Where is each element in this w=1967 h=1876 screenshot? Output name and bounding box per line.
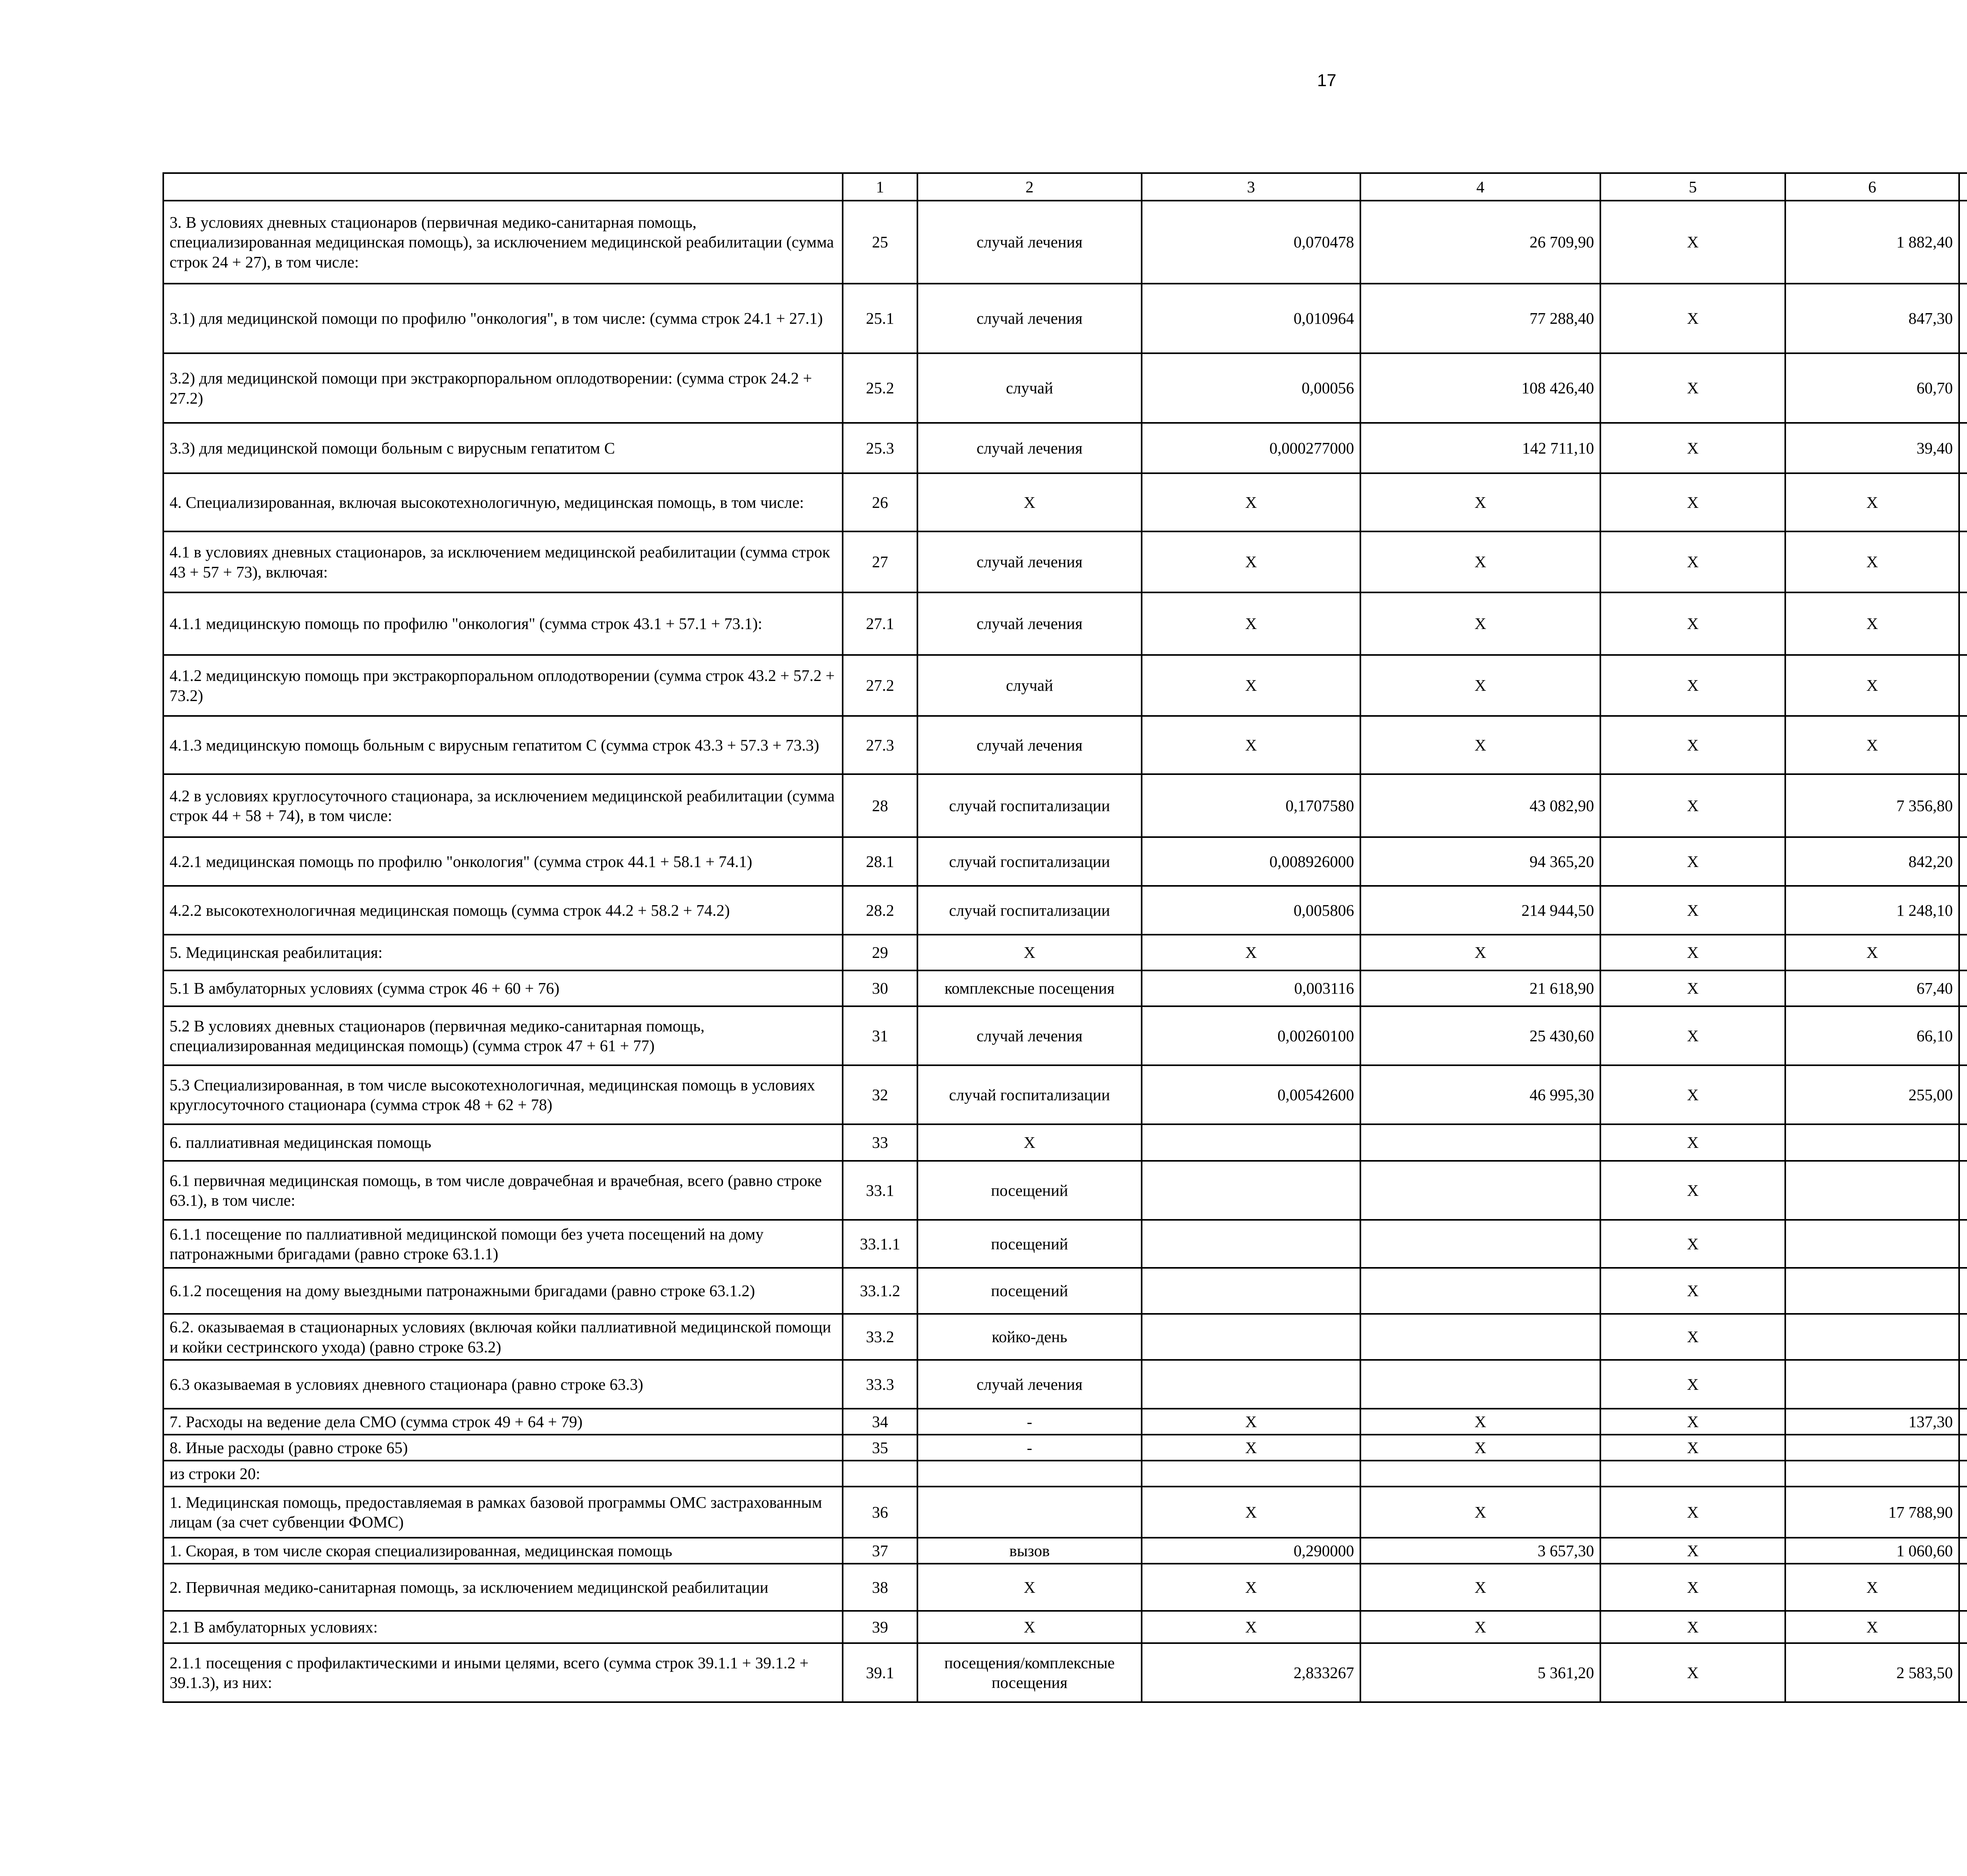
value-cell-col4: X (1360, 1564, 1600, 1611)
row-number: 25.3 (843, 423, 917, 473)
value-cell-col7 (1959, 886, 1967, 935)
unit-cell: посещений (917, 1268, 1142, 1314)
row-number: 25 (843, 201, 917, 284)
row-description: 4.2.1 медицинская помощь по профилю "онкология" (сумма строк 44.1 + 58.1 + 74.1) (163, 837, 843, 886)
value-cell-col6: 137,30 (1785, 1409, 1959, 1435)
unit-cell: X (917, 473, 1142, 531)
value-cell-col3: X (1142, 473, 1360, 531)
value-cell-col6 (1785, 1220, 1959, 1268)
row-number: 33.3 (843, 1360, 917, 1409)
row-description: из строки 20: (163, 1461, 843, 1487)
value-cell-col6: X (1785, 935, 1959, 970)
value-cell-col3 (1142, 1360, 1360, 1409)
row-description: 1. Скорая, в том числе скорая специализированная, медицинская помощь (163, 1538, 843, 1564)
value-cell-col7 (1959, 473, 1967, 531)
value-cell-col4: X (1360, 655, 1600, 716)
value-cell-col3: 0,00542600 (1142, 1065, 1360, 1124)
value-cell-col6: X (1785, 473, 1959, 531)
value-cell-col5: X (1600, 1065, 1785, 1124)
value-cell-col4: X (1360, 473, 1600, 531)
value-cell-col6: X (1785, 1611, 1959, 1643)
value-cell-col6: 17 788,90 (1785, 1487, 1959, 1538)
value-cell-col3: 0,000277000 (1142, 423, 1360, 473)
page-number: 17 (1317, 71, 1336, 90)
value-cell-col3: 0,070478 (1142, 201, 1360, 284)
unit-cell: комплексные посещения (917, 970, 1142, 1006)
column-number-5: 5 (1600, 173, 1785, 201)
value-cell-col4: 21 618,90 (1360, 970, 1600, 1006)
value-cell-col4: 5 361,20 (1360, 1643, 1600, 1702)
value-cell-col5: X (1600, 1360, 1785, 1409)
row-number: 35 (843, 1435, 917, 1461)
unit-cell: посещений (917, 1220, 1142, 1268)
value-cell-col5 (1600, 1461, 1785, 1487)
value-cell-col5: X (1600, 1220, 1785, 1268)
unit-cell: случай госпитализации (917, 774, 1142, 837)
value-cell-col4: 108 426,40 (1360, 353, 1600, 423)
value-cell-col4: 94 365,20 (1360, 837, 1600, 886)
table-row (163, 423, 1967, 473)
row-number: 33.1 (843, 1161, 917, 1220)
row-number: 27.2 (843, 655, 917, 716)
value-cell-col3: X (1142, 935, 1360, 970)
column-number-7 (1959, 173, 1967, 201)
value-cell-col7 (1959, 970, 1967, 1006)
table-row (163, 935, 1967, 970)
row-description: 2.1.1 посещения с профилактическими и иными целями, всего (сумма строк 39.1.1 + 39.1.2 + 39.1.3), из них: (163, 1643, 843, 1702)
value-cell-col7 (1959, 1124, 1967, 1161)
table-row (163, 1538, 1967, 1564)
table-row (163, 1006, 1967, 1065)
value-cell-col5: X (1600, 935, 1785, 970)
value-cell-col3: 0,005806 (1142, 886, 1360, 935)
row-description: 7. Расходы на ведение дела СМО (сумма строк 49 + 64 + 79) (163, 1409, 843, 1435)
value-cell-col5: X (1600, 1564, 1785, 1611)
value-cell-col6: 67,40 (1785, 970, 1959, 1006)
row-description: 4.2.2 высокотехнологичная медицинская помощь (сумма строк 44.2 + 58.2 + 74.2) (163, 886, 843, 935)
value-cell-col7 (1959, 1435, 1967, 1461)
value-cell-col3 (1142, 1314, 1360, 1360)
value-cell-col3: X (1142, 655, 1360, 716)
value-cell-col6: 847,30 (1785, 284, 1959, 353)
value-cell-col6 (1785, 1268, 1959, 1314)
value-cell-col7 (1959, 837, 1967, 886)
value-cell-col6 (1785, 1360, 1959, 1409)
value-cell-col3: X (1142, 1435, 1360, 1461)
row-number: 36 (843, 1487, 917, 1538)
value-cell-col4: X (1360, 935, 1600, 970)
value-cell-col4 (1360, 1220, 1600, 1268)
row-number: 33.1.1 (843, 1220, 917, 1268)
value-cell-col3: 0,1707580 (1142, 774, 1360, 837)
table-row (163, 1065, 1967, 1124)
value-cell-col6: 7 356,80 (1785, 774, 1959, 837)
value-cell-col3: X (1142, 1409, 1360, 1435)
value-cell-col6: 2 583,50 (1785, 1643, 1959, 1702)
unit-cell: случай (917, 353, 1142, 423)
row-number: 38 (843, 1564, 917, 1611)
row-description: 4.1.3 медицинскую помощь больным с вирусным гепатитом С (сумма строк 43.3 + 57.3 + 73.3) (163, 716, 843, 774)
value-cell-col3: X (1142, 716, 1360, 774)
row-description: 3. В условиях дневных стационаров (первичная медико-санитарная помощь, специализированная медицинская помощь), за исключением медицинской реабилитации (сумма строк 24 + 27), в том числе: (163, 201, 843, 284)
table-row (163, 201, 1967, 284)
unit-cell: случай лечения (917, 592, 1142, 655)
table-row (163, 592, 1967, 655)
row-description: 6.2. оказываемая в стационарных условиях (включая койки паллиативной медицинской помощи и койки сестринского ухода) (равно строке 63.2) (163, 1314, 843, 1360)
unit-cell: вызов (917, 1538, 1142, 1564)
row-description: 3.3) для медицинской помощи больным с вирусным гепатитом С (163, 423, 843, 473)
value-cell-col7 (1959, 1538, 1967, 1564)
value-cell-col5: X (1600, 1611, 1785, 1643)
table-row (163, 1268, 1967, 1314)
row-description: 1. Медицинская помощь, предоставляемая в рамках базовой программы ОМС застрахованным лицам (за счет субвенции ФОМС) (163, 1487, 843, 1538)
value-cell-col5: X (1600, 284, 1785, 353)
row-number: 27 (843, 531, 917, 592)
row-description: 5.3 Специализированная, в том числе высокотехнологичная, медицинская помощь в условиях круглосуточного стационара (сумма строк 48 + 62 + 78) (163, 1065, 843, 1124)
value-cell-col7 (1959, 1643, 1967, 1702)
value-cell-col3: 2,833267 (1142, 1643, 1360, 1702)
value-cell-col3 (1142, 1461, 1360, 1487)
column-number-6: 6 (1785, 173, 1959, 201)
value-cell-col6: 60,70 (1785, 353, 1959, 423)
value-cell-col5: X (1600, 1409, 1785, 1435)
column-number-2: 2 (917, 173, 1142, 201)
value-cell-col4: 43 082,90 (1360, 774, 1600, 837)
value-cell-col6: 1 248,10 (1785, 886, 1959, 935)
value-cell-col5: X (1600, 473, 1785, 531)
value-cell-col7 (1959, 1161, 1967, 1220)
value-cell-col4: X (1360, 1435, 1600, 1461)
value-cell-col4: X (1360, 1611, 1600, 1643)
value-cell-col6: 39,40 (1785, 423, 1959, 473)
table-row (163, 1435, 1967, 1461)
value-cell-col7 (1959, 592, 1967, 655)
row-description: 4.2 в условиях круглосуточного стационара, за исключением медицинской реабилитации (сумма строк 44 + 58 + 74), в том числе: (163, 774, 843, 837)
column-number-1: 1 (843, 173, 917, 201)
value-cell-col7 (1959, 1268, 1967, 1314)
value-cell-col5: X (1600, 1314, 1785, 1360)
value-cell-col5: X (1600, 1435, 1785, 1461)
value-cell-col4: 214 944,50 (1360, 886, 1600, 935)
value-cell-col4 (1360, 1268, 1600, 1314)
row-number: 28.2 (843, 886, 917, 935)
unit-cell (917, 1461, 1142, 1487)
table-row (163, 716, 1967, 774)
unit-cell: X (917, 1611, 1142, 1643)
row-description: 3.1) для медицинской помощи по профилю "онкология", в том числе: (сумма строк 24.1 + 27.1) (163, 284, 843, 353)
row-description: 2.1 В амбулаторных условиях: (163, 1611, 843, 1643)
value-cell-col3: 0,003116 (1142, 970, 1360, 1006)
value-cell-col3 (1142, 1220, 1360, 1268)
row-number: 27.3 (843, 716, 917, 774)
value-cell-col4: 142 711,10 (1360, 423, 1600, 473)
value-cell-col3 (1142, 1124, 1360, 1161)
row-number: 37 (843, 1538, 917, 1564)
table-row (163, 655, 1967, 716)
value-cell-col6: 1 882,40 (1785, 201, 1959, 284)
unit-cell: случай лечения (917, 201, 1142, 284)
table-row (163, 1161, 1967, 1220)
value-cell-col3 (1142, 1161, 1360, 1220)
value-cell-col5: X (1600, 1006, 1785, 1065)
row-number: 33.1.2 (843, 1268, 917, 1314)
table-row (163, 1564, 1967, 1611)
value-cell-col4: X (1360, 531, 1600, 592)
value-cell-col7 (1959, 1065, 1967, 1124)
row-description: 6.1 первичная медицинская помощь, в том числе доврачебная и врачебная, всего (равно строке 63.1), в том числе: (163, 1161, 843, 1220)
value-cell-col5: X (1600, 970, 1785, 1006)
row-number: 25.1 (843, 284, 917, 353)
table-row (163, 886, 1967, 935)
unit-cell: посещений (917, 1161, 1142, 1220)
value-cell-col5: X (1600, 1161, 1785, 1220)
unit-cell: случай (917, 655, 1142, 716)
value-cell-col7 (1959, 531, 1967, 592)
value-cell-col3: X (1142, 531, 1360, 592)
table-row (163, 774, 1967, 837)
unit-cell: случай лечения (917, 716, 1142, 774)
value-cell-col5: X (1600, 716, 1785, 774)
value-cell-col3: 0,00056 (1142, 353, 1360, 423)
row-number: 33 (843, 1124, 917, 1161)
value-cell-col5: X (1600, 1487, 1785, 1538)
unit-cell: случай лечения (917, 1360, 1142, 1409)
value-cell-col4 (1360, 1314, 1600, 1360)
value-cell-col7 (1959, 655, 1967, 716)
table-row (163, 353, 1967, 423)
unit-cell: случай лечения (917, 284, 1142, 353)
table-row (163, 1220, 1967, 1268)
value-cell-col7 (1959, 1220, 1967, 1268)
table-row (163, 284, 1967, 353)
value-cell-col5: X (1600, 353, 1785, 423)
value-cell-col4: 25 430,60 (1360, 1006, 1600, 1065)
table-row (163, 1314, 1967, 1360)
value-cell-col7 (1959, 774, 1967, 837)
value-cell-col5: X (1600, 1538, 1785, 1564)
value-cell-col5: X (1600, 886, 1785, 935)
value-cell-col6: X (1785, 716, 1959, 774)
value-cell-col4: X (1360, 1487, 1600, 1538)
value-cell-col6: 66,10 (1785, 1006, 1959, 1065)
row-description: 4.1 в условиях дневных стационаров, за исключением медицинской реабилитации (сумма строк 43 + 57 + 73), включая: (163, 531, 843, 592)
row-description: 6.3 оказываемая в условиях дневного стационара (равно строке 63.3) (163, 1360, 843, 1409)
unit-cell: случай госпитализации (917, 837, 1142, 886)
value-cell-col4: 46 995,30 (1360, 1065, 1600, 1124)
table-row (163, 1487, 1967, 1538)
unit-cell: - (917, 1435, 1142, 1461)
unit-cell: посещения/комплексные посещения (917, 1643, 1142, 1702)
table-row (163, 837, 1967, 886)
value-cell-col6: 1 060,60 (1785, 1538, 1959, 1564)
row-description: 6.1.2 посещения на дому выездными патронажными бригадами (равно строке 63.1.2) (163, 1268, 843, 1314)
value-cell-col6 (1785, 1124, 1959, 1161)
value-cell-col6: X (1785, 1564, 1959, 1611)
table-row (163, 1360, 1967, 1409)
value-cell-col5: X (1600, 655, 1785, 716)
value-cell-col5: X (1600, 201, 1785, 284)
row-description: 4.1.1 медицинскую помощь по профилю "онкология" (сумма строк 43.1 + 57.1 + 73.1): (163, 592, 843, 655)
value-cell-col4: X (1360, 1409, 1600, 1435)
row-description: 6.1.1 посещение по паллиативной медицинской помощи без учета посещений на дому патронажными бригадами (равно строке 63.1.1) (163, 1220, 843, 1268)
value-cell-col3: X (1142, 1611, 1360, 1643)
value-cell-col5: X (1600, 1124, 1785, 1161)
unit-cell: случай лечения (917, 423, 1142, 473)
value-cell-col4 (1360, 1161, 1600, 1220)
row-number: 29 (843, 935, 917, 970)
data-table (162, 172, 1967, 1703)
table-row (163, 1124, 1967, 1161)
value-cell-col7 (1959, 1611, 1967, 1643)
value-cell-col6 (1785, 1435, 1959, 1461)
row-description: 6. паллиативная медицинская помощь (163, 1124, 843, 1161)
unit-cell: X (917, 1564, 1142, 1611)
value-cell-col7 (1959, 935, 1967, 970)
row-description: 5. Медицинская реабилитация: (163, 935, 843, 970)
row-number: 33.2 (843, 1314, 917, 1360)
value-cell-col4 (1360, 1461, 1600, 1487)
unit-cell: случай лечения (917, 531, 1142, 592)
value-cell-col7 (1959, 284, 1967, 353)
row-number: 39.1 (843, 1643, 917, 1702)
row-description: 3.2) для медицинской помощи при экстракорпоральном оплодотворении: (сумма строк 24.2 + 27.2) (163, 353, 843, 423)
value-cell-col7 (1959, 1487, 1967, 1538)
value-cell-col7 (1959, 1314, 1967, 1360)
column-number-blank (163, 173, 843, 201)
row-number: 31 (843, 1006, 917, 1065)
row-number: 28.1 (843, 837, 917, 886)
unit-cell: X (917, 935, 1142, 970)
value-cell-col3: 0,008926000 (1142, 837, 1360, 886)
value-cell-col7 (1959, 353, 1967, 423)
unit-cell: койко-день (917, 1314, 1142, 1360)
value-cell-col7 (1959, 1461, 1967, 1487)
value-cell-col7 (1959, 1409, 1967, 1435)
value-cell-col5: X (1600, 774, 1785, 837)
row-description: 2. Первичная медико-санитарная помощь, за исключением медицинской реабилитации (163, 1564, 843, 1611)
value-cell-col3: 0,290000 (1142, 1538, 1360, 1564)
value-cell-col7 (1959, 1564, 1967, 1611)
row-number: 27.1 (843, 592, 917, 655)
row-number (843, 1461, 917, 1487)
value-cell-col5: X (1600, 1643, 1785, 1702)
value-cell-col4: 3 657,30 (1360, 1538, 1600, 1564)
value-cell-col3: 0,010964 (1142, 284, 1360, 353)
row-description: 5.2 В условиях дневных стационаров (первичная медико-санитарная помощь, специализированная медицинская помощь) (сумма строк 47 + 61 + 77) (163, 1006, 843, 1065)
table-row (163, 1643, 1967, 1702)
row-number: 30 (843, 970, 917, 1006)
unit-cell: случай лечения (917, 1006, 1142, 1065)
value-cell-col6 (1785, 1461, 1959, 1487)
value-cell-col6: X (1785, 592, 1959, 655)
value-cell-col4 (1360, 1360, 1600, 1409)
unit-cell: X (917, 1124, 1142, 1161)
row-number: 26 (843, 473, 917, 531)
value-cell-col3: X (1142, 592, 1360, 655)
column-number-3: 3 (1142, 173, 1360, 201)
value-cell-col3 (1142, 1268, 1360, 1314)
row-number: 28 (843, 774, 917, 837)
value-cell-col7 (1959, 1360, 1967, 1409)
unit-cell: случай госпитализации (917, 886, 1142, 935)
row-description: 4.1.2 медицинскую помощь при экстракорпоральном оплодотворении (сумма строк 43.2 + 57.2 + 73.2) (163, 655, 843, 716)
value-cell-col6 (1785, 1314, 1959, 1360)
column-number-row (163, 173, 1967, 201)
row-number: 32 (843, 1065, 917, 1124)
value-cell-col7 (1959, 423, 1967, 473)
value-cell-col5: X (1600, 837, 1785, 886)
table-row (163, 531, 1967, 592)
unit-cell (917, 1487, 1142, 1538)
row-number: 25.2 (843, 353, 917, 423)
value-cell-col6: X (1785, 655, 1959, 716)
row-description: 4. Специализированная, включая высокотехнологичную, медицинская помощь, в том числе: (163, 473, 843, 531)
value-cell-col6: 255,00 (1785, 1065, 1959, 1124)
value-cell-col7 (1959, 716, 1967, 774)
table-row (163, 1409, 1967, 1435)
value-cell-col5: X (1600, 592, 1785, 655)
value-cell-col3: 0,00260100 (1142, 1006, 1360, 1065)
value-cell-col4: X (1360, 592, 1600, 655)
row-number: 39 (843, 1611, 917, 1643)
value-cell-col5: X (1600, 531, 1785, 592)
row-description: 5.1 В амбулаторных условиях (сумма строк 46 + 60 + 76) (163, 970, 843, 1006)
value-cell-col4: 77 288,40 (1360, 284, 1600, 353)
row-description: 8. Иные расходы (равно строке 65) (163, 1435, 843, 1461)
value-cell-col4 (1360, 1124, 1600, 1161)
value-cell-col5: X (1600, 1268, 1785, 1314)
value-cell-col6: 842,20 (1785, 837, 1959, 886)
table-row (163, 970, 1967, 1006)
table-row (163, 1611, 1967, 1643)
value-cell-col4: X (1360, 716, 1600, 774)
value-cell-col3: X (1142, 1564, 1360, 1611)
unit-cell: - (917, 1409, 1142, 1435)
value-cell-col4: 26 709,90 (1360, 201, 1600, 284)
table-row (163, 1461, 1967, 1487)
value-cell-col7 (1959, 1006, 1967, 1065)
value-cell-col3: X (1142, 1487, 1360, 1538)
value-cell-col7 (1959, 201, 1967, 284)
table-row (163, 473, 1967, 531)
row-number: 34 (843, 1409, 917, 1435)
unit-cell: случай госпитализации (917, 1065, 1142, 1124)
column-number-4: 4 (1360, 173, 1600, 201)
value-cell-col6: X (1785, 531, 1959, 592)
value-cell-col5: X (1600, 423, 1785, 473)
value-cell-col6 (1785, 1161, 1959, 1220)
